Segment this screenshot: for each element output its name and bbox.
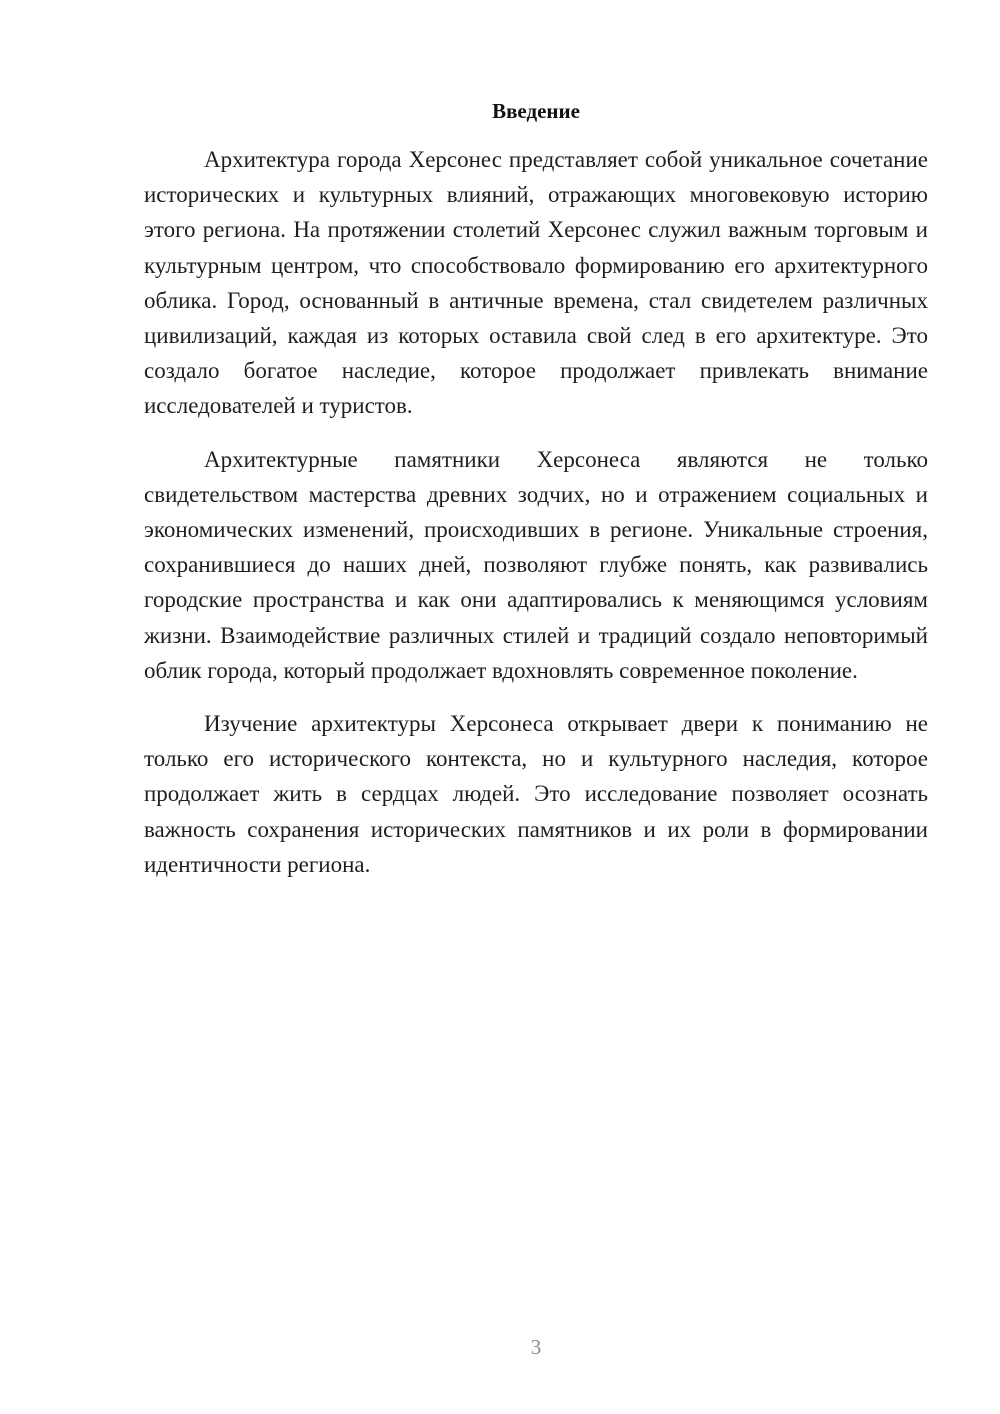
- section-heading: Введение: [492, 99, 580, 123]
- paragraph-3: Изучение архитектуры Херсонеса открывает двери к пониманию не только его исторического контекста, но и культурного наследия, которое продолжает жить в сердцах людей. Это исследование позволяет осознать важность сохранения исторических памятников и их роли в формировании идентичности региона.: [144, 711, 928, 877]
- page-content: [144, 95, 928, 900]
- paragraph-1: Архитектура города Херсонес представляет собой уникальное сочетание исторических и культурных влияний, отражающих многовековую историю этого региона. На протяжении столетий Херсонес служил важным торговым и культурным центром, что способствовало формированию его архитектурного облика. Город, основанный в античные времена, стал свидетелем различных цивилизаций, каждая из которых оставила свой след в его архитектуре. Это создало богатое наследие, которое продолжает привлекать внимание исследователей и туристов.: [144, 147, 928, 419]
- page-number: 3: [530, 1335, 542, 1359]
- paragraph-2: Архитектурные памятники Херсонеса являются не только свидетельством мастерства древних зодчих, но и отражением социальных и экономических изменений, происходивших в регионе. Уникальные строения, сохранившиеся до наших дней, позволяют глубже понять, как развивались городские пространства и как они адаптировались к меняющимся условиям жизни. Взаимодействие различных стилей и традиций создало неповторимый облик города, который продолжает вдохновлять современное поколение.: [144, 446, 928, 683]
